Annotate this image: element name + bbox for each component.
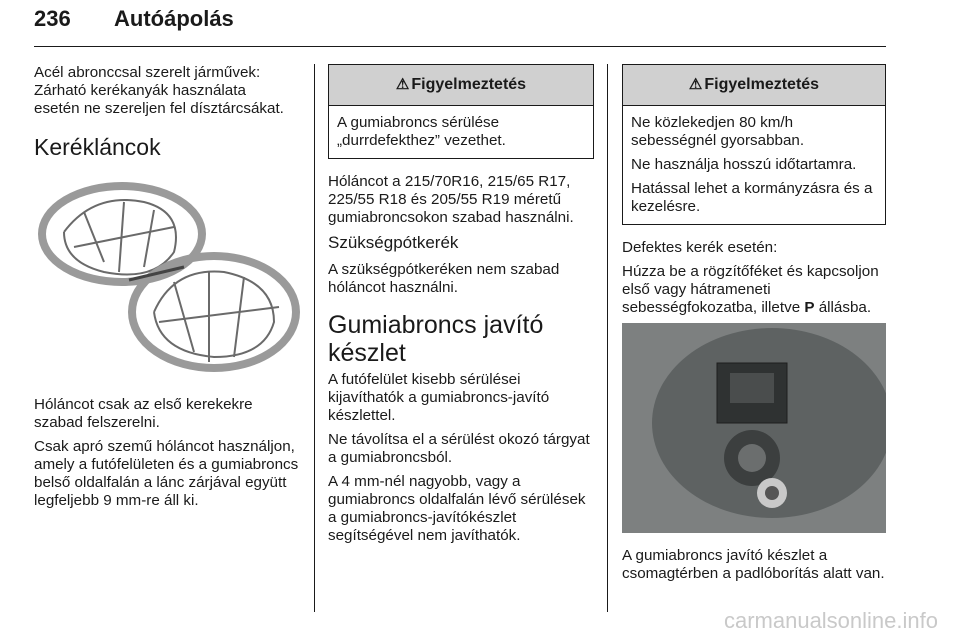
column-1 [34, 64, 302, 516]
column-2 [328, 64, 594, 551]
warning-item: Ne közlekedjen 80 km/h sebességnél gyorsabban. [631, 114, 805, 149]
warning-triangle-icon: ⚠ [395, 76, 410, 93]
warning-title: Figyelmeztetés [411, 76, 527, 93]
column-3 [622, 64, 886, 589]
watermark: carmanualsonline.info [723, 608, 938, 633]
warning-text: A gumiabroncs sérülése „durrdefekthez” vezethet. [337, 114, 506, 149]
section-heading-snow-chains: Kerékláncok [34, 134, 161, 160]
snow-chains-illustration [34, 172, 302, 382]
paragraph: Csak apró szemű hóláncot használjon, amely a futófelületen és a gumiabroncs belső oldalfalán a lánc zárjával együtt legfeljebb 9 mm-re áll ki. [34, 438, 299, 509]
column-divider [314, 64, 315, 612]
warning-item: Hatással lehet a kormányzásra és a kezelésre. [631, 180, 873, 215]
section-heading-spare-wheel: Szükségpótkerék [328, 233, 459, 252]
warning-header [623, 65, 885, 106]
paragraph: Hóláncot csak az első kerekekre szabad felszerelni. [34, 396, 253, 431]
intro-line: Zárható kerékanyák használata [34, 82, 246, 99]
intro-line: esetén ne szereljen fel dísztárcsákat. [34, 100, 284, 117]
warning-box [328, 64, 594, 159]
warning-item: Ne használja hosszú időtartamra. [631, 156, 857, 173]
section-heading-repair-kit: Gumiabroncs javító készlet [328, 311, 544, 367]
page-header [34, 6, 886, 47]
photo-caption: A gumiabroncs javító készlet a csomagtérben a padlóborítás alatt van. [622, 547, 885, 582]
paragraph: Defektes kerék esetén: [622, 239, 778, 256]
paragraph: Ne távolítsa el a sérülést okozó tárgyat a gumiabroncsból. [328, 431, 590, 466]
paragraph: A futófelület kisebb sérülései kijavíthatók a gumiabroncs-javító készlettel. [328, 371, 550, 424]
paragraph: Húzza be a rögzítőféket és kapcsoljon első vagy hátrameneti sebességfokozatba, illetve P állásba. [622, 263, 879, 316]
warning-box [622, 64, 886, 225]
paragraph: A szükségpótkeréken nem szabad hóláncot használni. [328, 261, 560, 296]
paragraph: Hóláncot a 215/70R16, 215/65 R17, 225/55 R18 és 205/55 R19 méretű gumiabroncsokon szabad használni. [328, 173, 574, 226]
warning-header [329, 65, 593, 106]
paragraph: A 4 mm-nél nagyobb, vagy a gumiabroncs oldalfalán lévő sérülések a gumiabroncs-javítókészlet segítségével nem javíthatók. [328, 473, 586, 544]
warning-title: Figyelmeztetés [704, 76, 820, 93]
intro-text [34, 64, 302, 118]
warning-triangle-icon: ⚠ [688, 76, 703, 93]
intro-line: Acél abronccsal szerelt járművek: [34, 64, 261, 81]
repair-kit-photo [622, 323, 886, 533]
page-number: 236 [34, 6, 71, 31]
page-title: Autóápolás [114, 6, 234, 31]
column-divider [607, 64, 608, 612]
